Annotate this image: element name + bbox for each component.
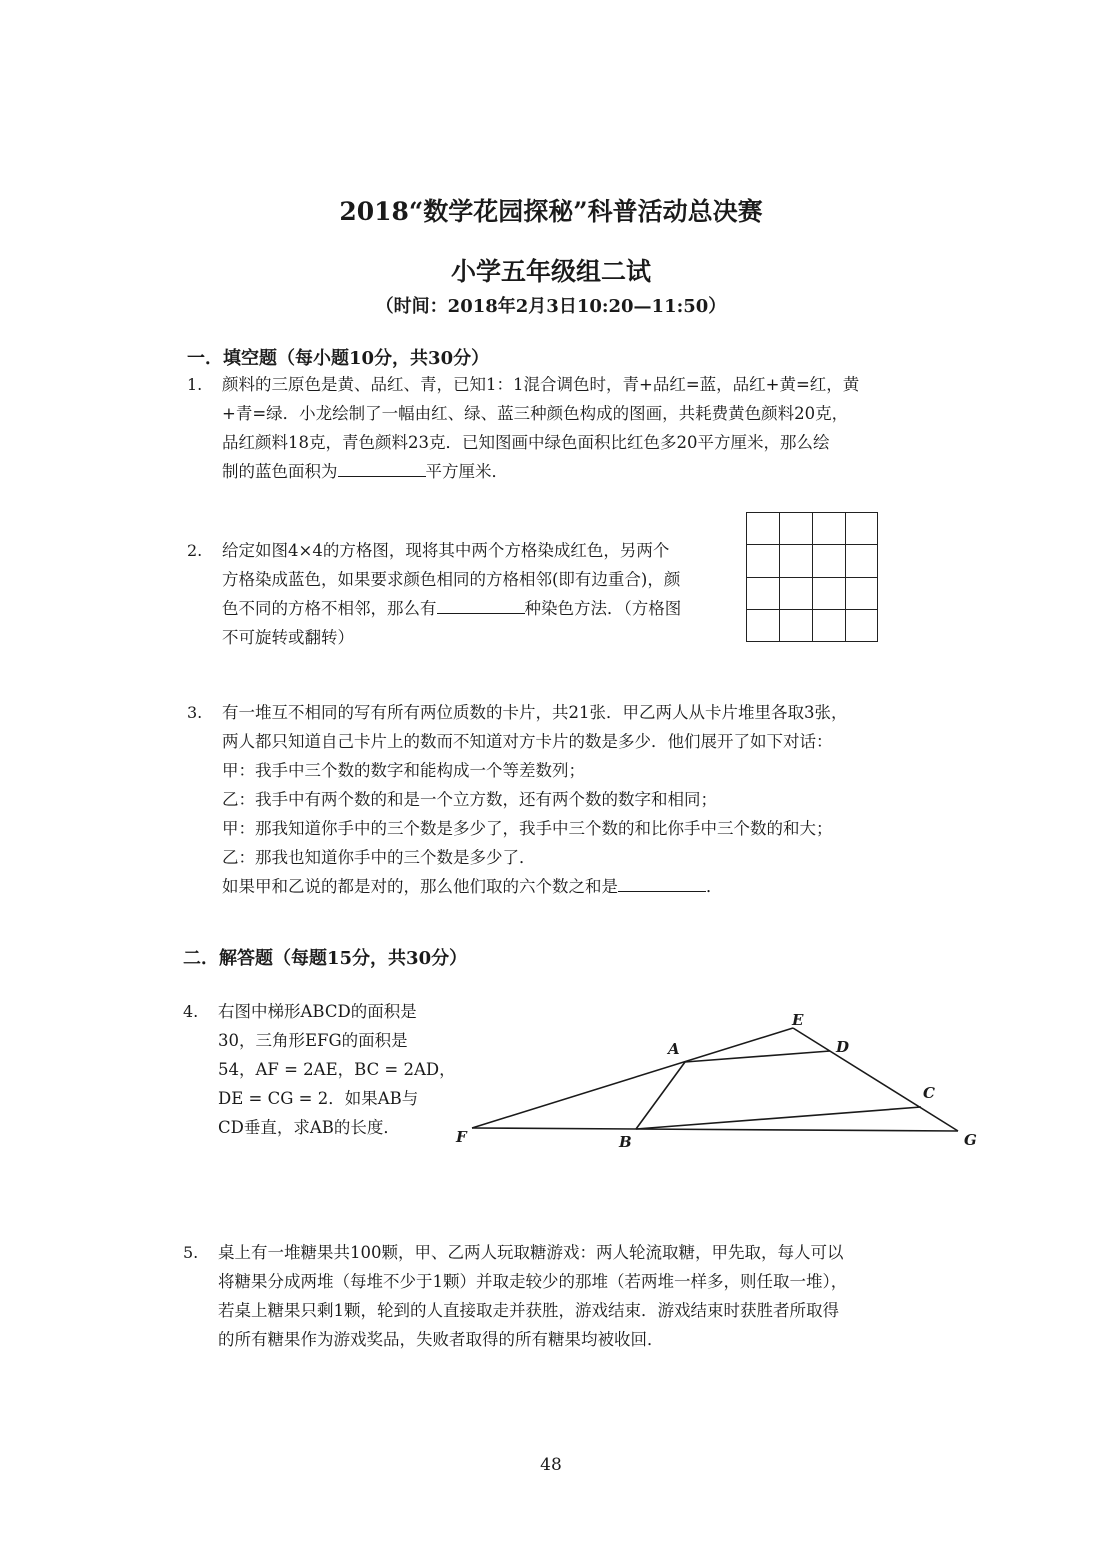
segment-AB [636, 1062, 685, 1129]
text-line: 两人都只知道自己卡片上的数而不知道对方卡片的数是多少．他们展开了如下对话： [222, 732, 833, 751]
exam-subtitle: 小学五年级组二试 [450, 257, 651, 286]
text-line: 右图中梯形ABCD的面积是 [218, 1002, 417, 1021]
text-line: 甲：我手中三个数的数字和能构成一个等差数列； [222, 761, 585, 780]
text-line: 给定如图4×4的方格图，现将其中两个方格染成红色，另两个 [222, 541, 670, 560]
text-line: 30，三角形EFG的面积是 [218, 1031, 408, 1050]
text-line: 甲：那我知道你手中的三个数是多少了，我手中三个数的和比你手中三个数的和大； [222, 819, 833, 838]
point-label-G: G [964, 1131, 977, 1149]
segment-AD [685, 1051, 830, 1062]
text-segment: 色不同的方格不相邻，那么有 [222, 599, 437, 618]
text-line: 54，AF = 2AE，BC = 2AD， [218, 1060, 456, 1079]
question-5-text [218, 1238, 847, 1354]
question-number: 5. [183, 1243, 199, 1262]
text-segment: 如果甲和乙说的都是对的，那么他们取的六个数之和是 [222, 877, 618, 896]
text-line: DE = CG = 2．如果AB与 [218, 1089, 419, 1108]
question-number: 4. [183, 1002, 199, 1021]
text-line: 有一堆互不相同的写有所有两位质数的卡片，共21张．甲乙两人从卡片堆里各取3张， [222, 703, 848, 722]
question-number: 2. [187, 541, 203, 560]
point-label-D: D [836, 1038, 850, 1056]
text-line: 将糖果分成两堆（每堆不少于1颗）并取走较少的那堆（若两堆一样多，则任取一堆）， [218, 1272, 848, 1291]
exam-title: 2018“数学花园探秘”科普活动总决赛 [339, 197, 763, 226]
text-line: 桌上有一堆糖果共100颗，甲、乙两人玩取糖游戏：两人轮流取糖，甲先取，每人可以 [218, 1243, 844, 1262]
point-label-A: A [668, 1040, 680, 1058]
text-line: 乙：我手中有两个数的和是一个立方数，还有两个数的数字和相同； [222, 790, 717, 809]
figure-lines [472, 1028, 958, 1131]
segment-FE [472, 1028, 793, 1128]
text-line: 的所有糖果作为游戏奖品，失败者取得的所有糖果均被收回． [218, 1330, 664, 1349]
question-number: 3. [187, 703, 203, 722]
text-segment: 平方厘米． [425, 462, 508, 481]
segment-BC [636, 1107, 921, 1129]
section-heading-fill-in: 一．填空题（每小题10分，共30分） [187, 348, 490, 369]
segment-FG [472, 1128, 958, 1131]
question-number: 1. [187, 375, 203, 394]
text-segment: ． [706, 877, 723, 896]
text-line: 颜料的三原色是黄、品红、青，已知1：1混合调色时，青+品红=蓝，品红+黄=红，黄 [222, 375, 860, 394]
point-label-B: B [619, 1133, 632, 1151]
point-label-C: C [923, 1084, 935, 1102]
text-line: 不可旋转或翻转） [222, 628, 354, 647]
point-label-E: E [792, 1011, 804, 1029]
text-line: 乙：那我也知道你手中的三个数是多少了． [222, 848, 536, 867]
text-line: +青=绿．小龙绘制了一幅由红、绿、蓝三种颜色构成的图画，共耗费黄色颜料20克， [222, 404, 849, 423]
page-number: 48 [540, 1455, 562, 1475]
text-segment: 种染色方法．（方格图 [524, 599, 682, 618]
section-heading-solution: 二．解答题（每题15分，共30分） [183, 948, 468, 969]
text-line: 若桌上糖果只剩1颗，轮到的人直接取走并获胜，游戏结束．游戏结束时获胜者所取得 [218, 1301, 839, 1320]
text-line: 方格染成蓝色，如果要求颜色相同的方格相邻(即有边重合)，颜 [222, 570, 681, 589]
text-segment: 制的蓝色面积为 [222, 462, 338, 481]
point-label-F: F [456, 1128, 467, 1146]
exam-time: （时间：2018年2月3日10:20—11:50） [375, 296, 727, 317]
text-line: CD垂直，求AB的长度． [218, 1118, 400, 1137]
text-line: 品红颜料18克，青色颜料23克．已知图画中绿色面积比红色多20平方厘米，那么绘 [222, 433, 830, 452]
